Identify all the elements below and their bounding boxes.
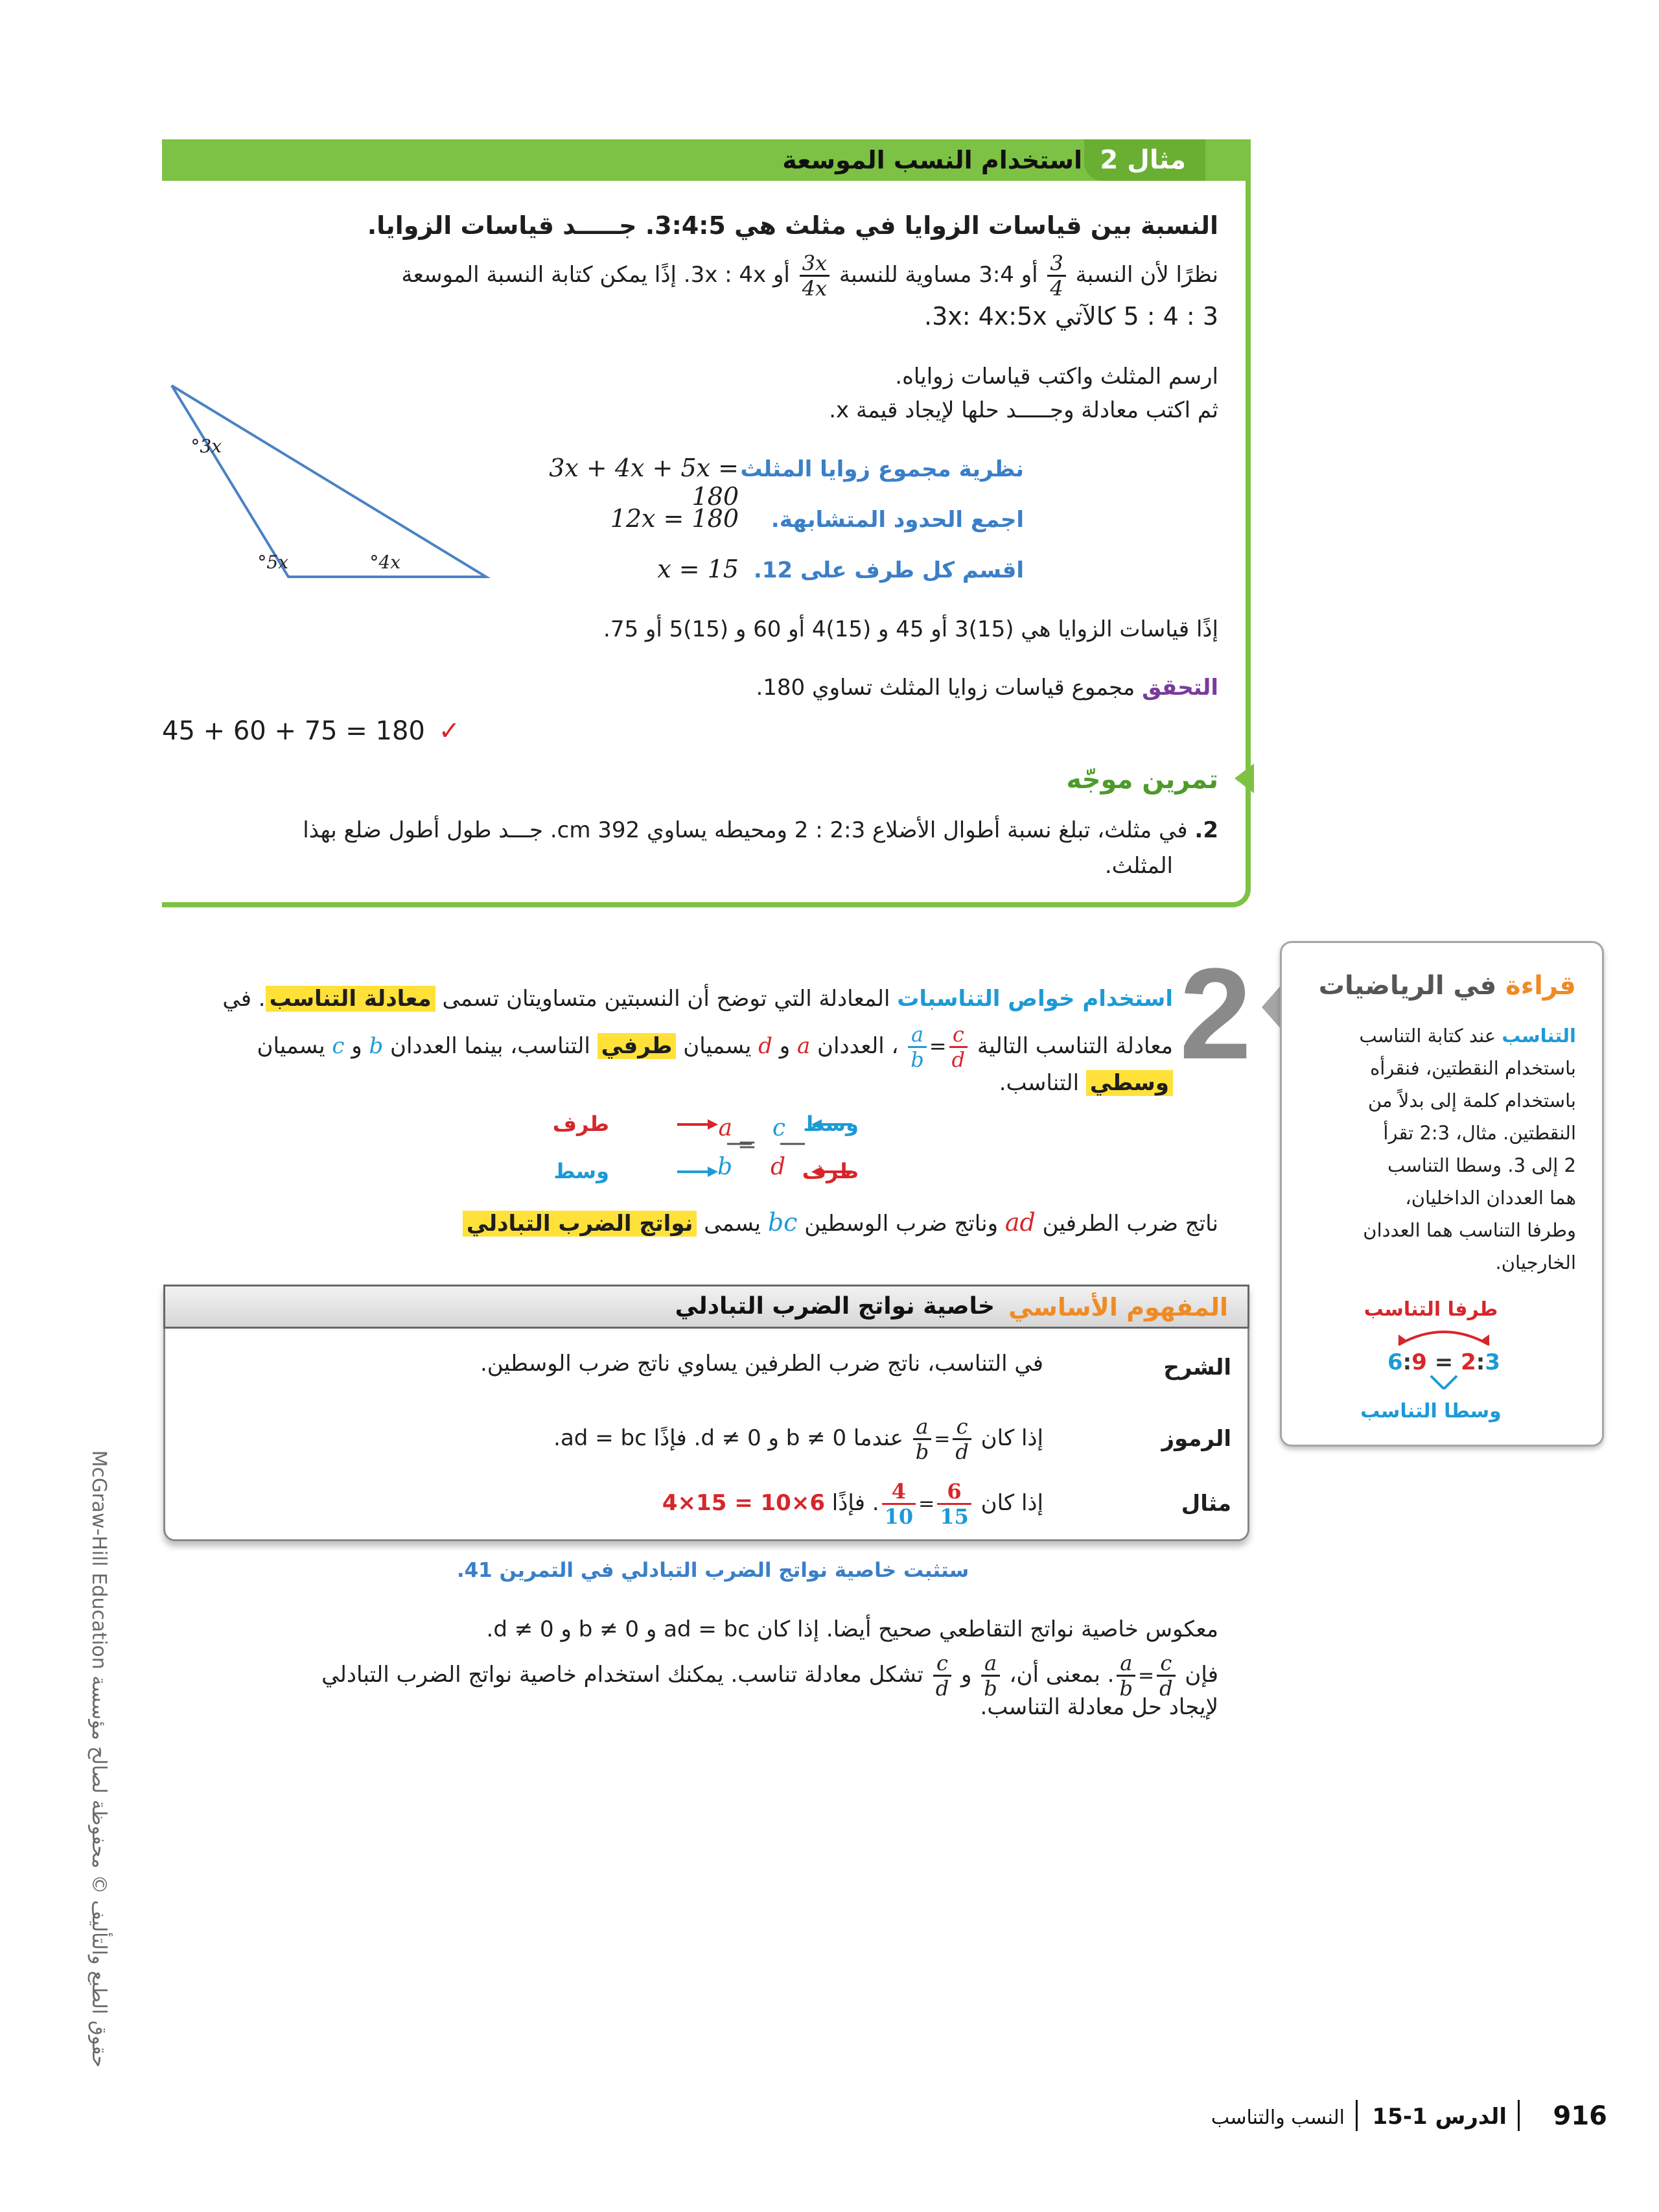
sidebar-means-label: وسطا التناسب [1360, 1400, 1502, 1423]
check-equation-row [162, 716, 460, 746]
sidebar-line-2: باستخدام كلمة إلى بدلاً من [1367, 1089, 1576, 1112]
cv-d: d [1159, 1676, 1173, 1701]
symbols-fraction-c-d [953, 1416, 971, 1462]
intro-part1: نظرًا لأن النسبة [1075, 262, 1218, 288]
cross-a: ناتج ضرب الطرفين [1042, 1211, 1218, 1237]
sidebar-extremes-label: طرفا التناسب [1363, 1298, 1498, 1321]
sidebar-line-0 [1291, 1019, 1576, 1052]
exercise-number: 2. [1194, 817, 1218, 843]
footer-divider-1 [1518, 2100, 1520, 2131]
line2-g: يسميان [257, 1033, 325, 1059]
var-ad: ad [1004, 1208, 1036, 1237]
step1-eq: 3x + 4x + 5x = 180 [549, 454, 739, 511]
example-problem: النسبة بين قياسات الزوايا في مثلث هي 3:4:5. جـــــد قياسات الزوايا. [367, 211, 1218, 240]
cv-a: a [1117, 1653, 1135, 1677]
var-d: d [758, 1033, 772, 1059]
draw-line1: ارسم المثلث واكتب قياسات زواياه. [895, 364, 1218, 390]
sym-b: b [915, 1439, 929, 1464]
check-line [311, 671, 1218, 704]
draw-line2: ثم اكتب معادلة وجـــــد حلها لإيجاد قيمة x. [829, 397, 1218, 423]
practice-arrow-icon [1235, 763, 1254, 793]
concept-title: خاصية نواتج الضرب التبادلي [675, 1293, 995, 1320]
frac2-den: 4x [802, 276, 828, 301]
chapter-label: النسب والتناسب [1211, 2106, 1345, 2129]
angle-top-label: 3x° [191, 436, 222, 457]
symbols-if: إذا كان [980, 1425, 1043, 1451]
fraction-a-b [908, 1024, 926, 1070]
angle-left-label: 5x° [257, 552, 288, 573]
converse-line1: معكوس خاصية نواتج التقاطعي صحيح أيضا. إذا كان ad = bc و 0 ≠ b و 0 ≠ d. [486, 1616, 1218, 1642]
arrow-head-tarf-top [708, 1119, 718, 1130]
example-result: إذًا قياسات الزوايا هي (15)3 أو 45 و (15)4 أو 60 و (15)5 أو 75. [603, 616, 1218, 642]
example-fraction-4-10 [882, 1481, 916, 1527]
diagram-wasat-top: وسط [803, 1112, 859, 1136]
ratio-colon2: : [1402, 1349, 1412, 1375]
check-label: التحقق [1142, 675, 1218, 701]
intro-part3: أو 3x : 4x. إذًا يمكن كتابة النسبة الموسعة [401, 262, 790, 288]
frac-d: d [951, 1047, 966, 1072]
key-concept-header [163, 1285, 1249, 1329]
frac-c: c [949, 1024, 968, 1048]
concept-head-explain: الشرح [1163, 1355, 1231, 1380]
var-bc: bc [767, 1208, 798, 1237]
ratio-eq: = [1426, 1349, 1461, 1375]
ex-6: 6 [937, 1481, 971, 1505]
example-fraction-6-15 [937, 1481, 971, 1527]
section2-line1 [136, 982, 1173, 1016]
line2-a: معادلة التناسب التالية [977, 1033, 1173, 1059]
sidebar-term: التناسب [1502, 1025, 1576, 1047]
sidebar-title-b: في الرياضيات [1318, 971, 1497, 1001]
fraction-a-b-equals-c-d [949, 1024, 968, 1070]
step1-reason: نظرية مجموع زوايا المثلث [740, 456, 1024, 482]
proportion-diagram [552, 1102, 927, 1193]
page-number: 916 [1553, 2101, 1607, 2131]
prove-note: ستثبت خاصية نواتج الضرب التبادلي في التمرين 41. [456, 1559, 969, 1582]
exercise-line2: المثلث. [1104, 853, 1173, 879]
frac-a: a [908, 1024, 926, 1048]
section2-line3 [136, 1066, 1173, 1100]
step2-eq: 12x = 180 [610, 504, 739, 533]
sidebar-ratio-diagram [1379, 1325, 1509, 1403]
ratio-colon1: : [1476, 1349, 1485, 1375]
cv2-d: d [935, 1676, 949, 1701]
cv2-c: c [933, 1653, 951, 1677]
sidebar-title-a: قراءة [1505, 971, 1576, 1001]
concept-text-explain: في التناسب، ناتج ضرب الطرفين يساوي ناتج ضرب الوسطين. [480, 1351, 1043, 1377]
concept-label: المفهوم الأساسي [1008, 1293, 1228, 1321]
lesson-label: الدرس 1-15 [1372, 2104, 1507, 2130]
sidebar-ratio-example [1387, 1349, 1500, 1375]
triangle-figure [162, 376, 499, 596]
example-equals: = [918, 1493, 935, 1515]
sidebar-line-6: وطرفا التناسب هما العددان [1363, 1219, 1576, 1241]
var-b: b [369, 1033, 384, 1059]
step3-reason: اقسم كل طرف على 12. [753, 557, 1024, 583]
example-result [662, 1490, 825, 1516]
check-equation: 45 + 60 + 75 = 180 [162, 716, 425, 746]
reading-math-sidebar [1280, 941, 1604, 1447]
ratio-3: 3 [1485, 1349, 1501, 1375]
converse-equals: = [1137, 1664, 1155, 1687]
cv2-a: a [981, 1653, 999, 1677]
sidebar-line-5: هما العددان الداخليان، [1405, 1187, 1576, 1209]
term-proportion-equation: معادلة التناسب [266, 986, 435, 1012]
var-c: c [332, 1033, 345, 1059]
check-text: مجموع قياسات زوايا المثلث تساوي 180. [756, 675, 1135, 701]
diagram-c: c [772, 1115, 785, 1141]
example-header [162, 139, 1251, 181]
line2-b: ، العددان [817, 1033, 899, 1059]
section2-line1-text: المعادلة التي توضح أن النسبتين متساويتان تسمى [442, 986, 890, 1012]
section-number: 2 [1179, 942, 1252, 1086]
frac1-den: 4 [1050, 276, 1063, 301]
sidebar-line-4: 2 إلى 3. وسطا التناسب [1387, 1154, 1576, 1176]
frac1-num: 3 [1047, 253, 1065, 277]
frac-b: b [911, 1047, 924, 1072]
line2-meaning: . بمعنى أن، [1009, 1662, 1115, 1688]
converse-line3: لإيجاد حل معادلة التناسب. [980, 1694, 1218, 1720]
section2-line2 [136, 1024, 1173, 1070]
example-title: استخدام النسب الموسعة [782, 146, 1082, 174]
intro-line2: 3 : 4 : 5 كالآتي 3x: 4x:5x. [923, 302, 1218, 331]
sym-a: a [913, 1416, 931, 1440]
concept-head-example: مثال [1181, 1491, 1231, 1517]
diagram-tarf-bottom: طرف [802, 1159, 859, 1183]
symbols-fraction-a-b [913, 1416, 931, 1462]
example-then: فإذًا [831, 1490, 865, 1516]
var-a: a [796, 1033, 811, 1059]
concept-text-example: إذا كان $\frac{6}{15}$ = $\frac{4}{10}$ . فإذًا 4×15 = 10×6 [662, 1479, 1043, 1529]
term-extremes: طرفي [597, 1033, 677, 1059]
line2-then: فإن [1185, 1662, 1218, 1688]
ex-4: 4 [882, 1481, 916, 1505]
ratio-2: 2 [1461, 1349, 1476, 1375]
line2-and: و [961, 1662, 972, 1688]
example-intro [181, 253, 1218, 299]
cross-products-line [117, 1205, 1218, 1240]
symbols-condition: عندما 0 ≠ b و 0 ≠ d. فإذًا ad = bc. [553, 1425, 903, 1451]
sidebar-line-3: النقطتين. مثال، 2:3 تقرأ [1383, 1122, 1576, 1144]
sidebar-line-1: باستخدام النقطتين، فنقرأه [1370, 1057, 1576, 1079]
cv2-b: b [984, 1676, 997, 1701]
intro-part2: أو 3:4 مساوية للنسبة [839, 262, 1038, 288]
line2-f: و [351, 1033, 362, 1059]
sidebar-title [1291, 968, 1576, 1004]
concept-text-symbols [331, 1416, 1043, 1462]
line2-c: و [779, 1033, 791, 1059]
diagram-equals: = [737, 1132, 757, 1158]
diagram-d: d [770, 1154, 785, 1180]
copyright-vertical: حقوق الطبع والتأليف © محفوظة لصالح مؤسسة McGraw-Hill Education [87, 1450, 110, 2067]
example-label: مثال 2 [1084, 139, 1205, 181]
sidebar-body [1291, 1019, 1576, 1279]
cross-c: يسمى [704, 1211, 761, 1237]
diagram-tarf-top: طرف [552, 1112, 609, 1136]
angle-right-label: 4x° [369, 552, 400, 573]
cv-c: c [1157, 1653, 1175, 1677]
line2-d: يسميان [683, 1033, 752, 1059]
exercise-2 [194, 813, 1218, 847]
example-if: إذا كان [980, 1490, 1043, 1516]
footer-divider-2 [1356, 2100, 1358, 2131]
ratio-6: 6 [1387, 1349, 1403, 1375]
section2-lead: استخدام خواص التناسبات [897, 986, 1173, 1012]
frac2-num: 3x [800, 253, 830, 277]
arrow-head-wasat-bottom [708, 1167, 718, 1177]
sidebar-pointer [1262, 985, 1281, 1029]
symbols-equals: = [934, 1428, 951, 1450]
extremes-arc [1398, 1332, 1489, 1345]
sym-c: c [953, 1416, 971, 1440]
means-line-left [1431, 1376, 1444, 1389]
sym-d: d [955, 1439, 969, 1464]
step2-reason: اجمع الحدود المتشابهة. [771, 507, 1024, 533]
ratio-9: 9 [1411, 1349, 1427, 1375]
line2-e: التناسب، بينما العددان [390, 1033, 590, 1059]
sidebar-line-0-text: عند كتابة التناسب [1359, 1025, 1496, 1047]
equals-sign: = [929, 1034, 947, 1058]
exercise-line1: في مثلث، تبلغ نسبة أطوال الأضلاع 2:3 : 2 ومحيطه يساوي 392 cm. جـــد طول أطول ضلع بهذا [303, 817, 1188, 843]
triangle-shape [172, 386, 486, 577]
line3-end: التناسب. [999, 1070, 1080, 1096]
practice-title: تمرين موجّه [1066, 765, 1218, 795]
line2-rest: تشكل معادلة تناسب. يمكنك استخدام خاصية نواتج الضرب التبادلي [321, 1662, 923, 1688]
section2-line1-end: . في [222, 986, 266, 1012]
sidebar-line-7: الخارجيان. [1495, 1252, 1576, 1274]
term-cross-products: نواتج الضرب التبادلي [463, 1211, 697, 1237]
example-result-text: 4×15 = 10×6 [662, 1490, 825, 1516]
step3-eq: x = 15 [657, 555, 739, 583]
fraction-3x-4x [800, 253, 830, 299]
term-means: وسطي [1086, 1070, 1173, 1096]
diagram-wasat-bottom: وسط [553, 1159, 609, 1183]
cross-b: وناتج ضرب الوسطين [804, 1211, 999, 1237]
ex-10: 10 [884, 1504, 914, 1529]
checkmark-icon: ✓ [438, 716, 461, 746]
fraction-three-fourths [1047, 253, 1065, 299]
cv-b: b [1119, 1676, 1133, 1701]
diagram-b: b [717, 1154, 732, 1180]
concept-head-symbols: الرموز [1161, 1426, 1231, 1452]
means-line-right [1444, 1376, 1457, 1389]
ex-15: 15 [940, 1504, 969, 1529]
diagram-a: a [718, 1115, 732, 1141]
